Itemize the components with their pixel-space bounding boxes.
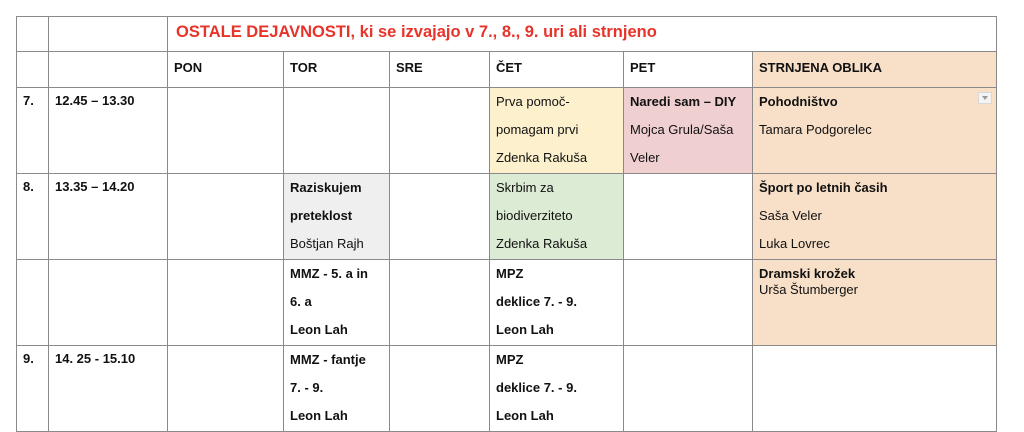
cell-pet — [624, 346, 753, 432]
dropdown-arrow-icon[interactable] — [978, 92, 992, 104]
corner-cell — [17, 17, 49, 52]
activity-teacher: Leon Lah — [290, 408, 348, 423]
cell-sre — [390, 88, 490, 174]
cell-tor — [284, 346, 390, 432]
period-time — [49, 260, 168, 346]
cell-sre — [390, 260, 490, 346]
cell-strnjena — [753, 260, 997, 346]
activity-name: MPZ — [496, 266, 524, 281]
cell-cet — [490, 260, 624, 346]
header-cet: ČET — [490, 52, 624, 88]
title-row — [17, 17, 997, 52]
corner-cell-time — [49, 17, 168, 52]
cell-strnjena — [753, 174, 997, 260]
activity-name: MPZ — [496, 352, 524, 367]
table-row — [17, 260, 997, 346]
activity-name: MMZ - 5. a in — [290, 266, 368, 281]
cell-sre — [390, 346, 490, 432]
header-pet: PET — [624, 52, 753, 88]
activity-teacher: Zdenka Rakuša — [496, 236, 588, 251]
table-title: OSTALE DEJAVNOSTI, ki se izvajajo v 7., 8., 9. uri ali strnjeno — [168, 17, 997, 52]
activity-name: Šport po letnih časih — [759, 180, 888, 195]
cell-tor — [284, 174, 390, 260]
period-number: 7. — [17, 88, 49, 174]
activity-teacher: Boštjan Rajh — [290, 236, 364, 251]
activity-teacher: Saša Veler — [759, 208, 822, 223]
activity-name: MMZ - fantje — [290, 352, 366, 367]
activity-name-cont: deklice 7. - 9. — [496, 380, 577, 395]
activity-name-cont: pomagam prvi — [496, 122, 579, 137]
period-number — [17, 260, 49, 346]
cell-tor — [284, 260, 390, 346]
period-number: 9. — [17, 346, 49, 432]
activity-name: Naredi sam – DIY — [630, 94, 737, 109]
activity-teacher: Leon Lah — [290, 322, 348, 337]
activity-teacher: Tamara Podgorelec — [759, 122, 872, 137]
table-row — [17, 174, 997, 260]
cell-cet — [490, 174, 624, 260]
header-pon: PON — [168, 52, 284, 88]
cell-strnjena — [753, 88, 997, 174]
header-row — [17, 52, 997, 88]
header-empty-time — [49, 52, 168, 88]
cell-strnjena — [753, 346, 997, 432]
activity-name: Raziskujem — [290, 180, 362, 195]
cell-cet — [490, 88, 624, 174]
period-time: 13.35 – 14.20 — [49, 174, 168, 260]
activities-table — [16, 16, 997, 432]
activity-name: Skrbim za — [496, 180, 554, 195]
activity-name: Dramski krožek — [759, 266, 856, 281]
header-sre: SRE — [390, 52, 490, 88]
activity-teacher-cont: Veler — [630, 150, 660, 165]
activity-teacher: Leon Lah — [496, 408, 554, 423]
cell-pon — [168, 174, 284, 260]
activity-teacher: Leon Lah — [496, 322, 554, 337]
activity-name-cont: 6. a — [290, 294, 312, 309]
header-strnjena: STRNJENA OBLIKA — [753, 52, 997, 88]
activity-teacher: Luka Lovrec — [759, 236, 830, 251]
period-number: 8. — [17, 174, 49, 260]
table-row — [17, 88, 997, 174]
cell-pet — [624, 88, 753, 174]
table-row — [17, 346, 997, 432]
period-time: 14. 25 - 15.10 — [49, 346, 168, 432]
cell-pon — [168, 260, 284, 346]
cell-pet — [624, 260, 753, 346]
timetable-sheet — [16, 16, 997, 432]
activity-teacher: Urša Štumberger — [759, 282, 858, 297]
cell-sre — [390, 174, 490, 260]
activity-name: Pohodništvo — [759, 94, 838, 109]
activity-name-cont: biodiverziteto — [496, 208, 573, 223]
activity-name-cont: preteklost — [290, 208, 353, 223]
activity-name: Prva pomoč- — [496, 94, 570, 109]
cell-pon — [168, 346, 284, 432]
activity-name-cont: 7. - 9. — [290, 380, 324, 395]
header-empty-num — [17, 52, 49, 88]
cell-pet — [624, 174, 753, 260]
cell-cet — [490, 346, 624, 432]
header-tor: TOR — [284, 52, 390, 88]
cell-tor — [284, 88, 390, 174]
activity-teacher: Mojca Grula/Saša — [630, 122, 734, 137]
activity-teacher: Zdenka Rakuša — [496, 150, 588, 165]
cell-pon — [168, 88, 284, 174]
activity-name-cont: deklice 7. - 9. — [496, 294, 577, 309]
period-time: 12.45 – 13.30 — [49, 88, 168, 174]
